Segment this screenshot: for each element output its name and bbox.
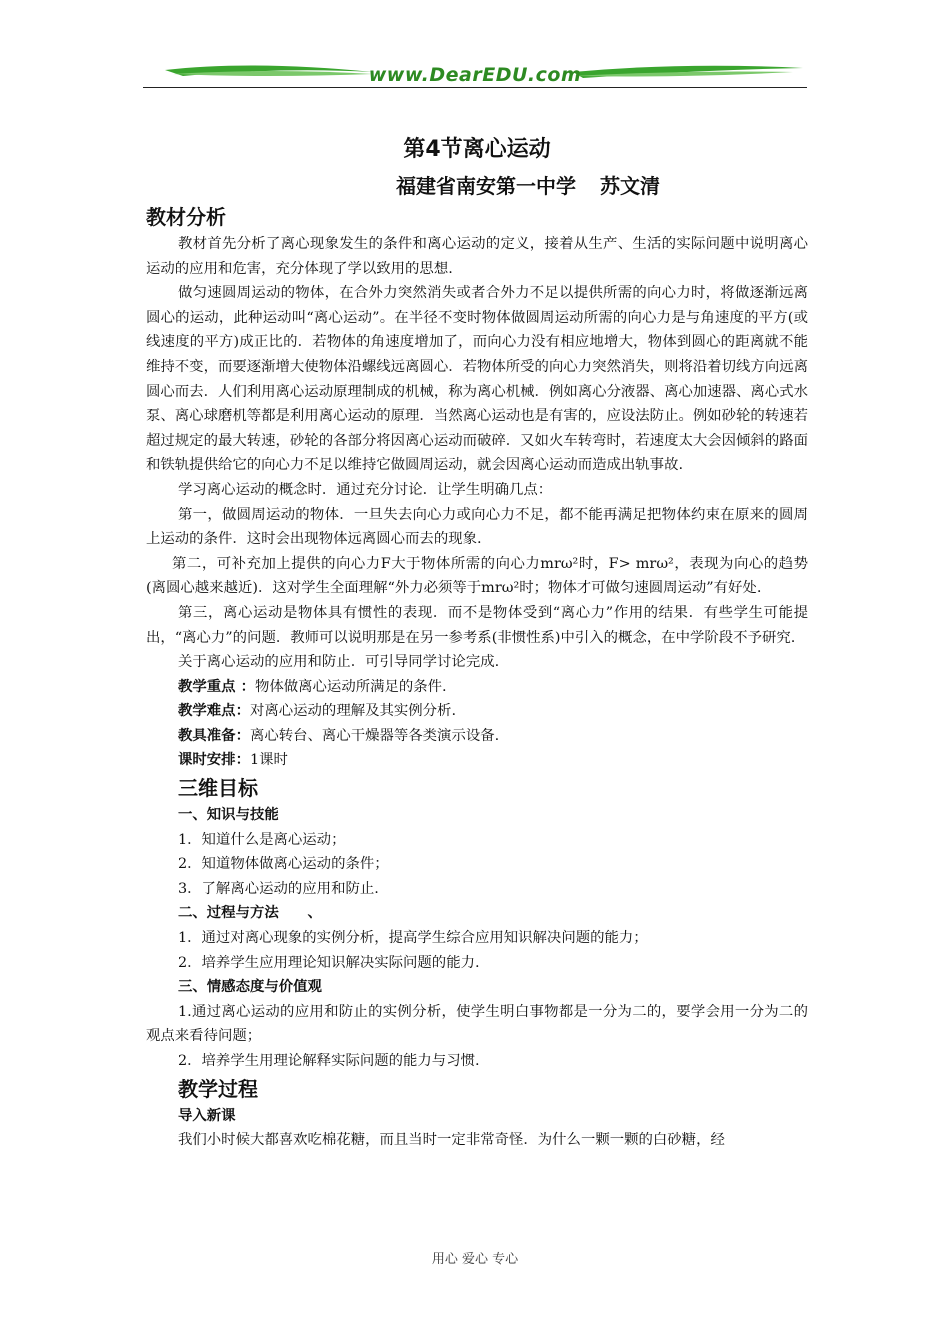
section-heading-analysis: 教材分析 bbox=[146, 205, 226, 229]
analysis-paragraph: 做匀速圆周运动的物体，在合外力突然消失或者合外力不足以提供所需的向心力时，将做逐渐远离圆心的运动，此种运动叫“离心运动”。在半径不变时物体做圆周运动所需的向心力是与角速度的平方(或线速度的平方)成正比的．若物体的角速度增加了，而向心力没有相应地增大，物体到圆心的距离就不能维持不变，而要逐渐增大使物体沿螺线远离圆心．若物体所受的向心力突然消失，则将沿着切线方向远离圆心而去．人们利用离心运动原理制成的机械，称为离心机械．例如离心分液器、离心加速器、离心式水泵、离心球磨机等都是利用离心运动的原理．当然离心运动也是有害的，应设法防止。例如砂轮的转速若超过规定的最大转速，砂轮的各部分将因离心运动而破碎．又如火车转弯时，若速度太大会因倾斜的路面和铁轨提供给它的向心力不足以维持它做圆周运动，就会因离心运动而造成出轨事故. bbox=[146, 285, 808, 474]
analysis-paragraph: 学习离心运动的概念时．通过充分讨论．让学生明确几点： bbox=[178, 481, 553, 498]
section-heading-process: 教学过程 bbox=[178, 1076, 258, 1101]
analysis-paragraph: 第一，做圆周运动的物体．一旦失去向心力或向心力不足，都不能再满足把物体约束在原来的圆周上运动的条件．这时会出现物体远离圆心而去的现象. bbox=[146, 506, 808, 548]
equipment-item bbox=[146, 724, 808, 749]
goal-item: 3．了解离心运动的应用和防止. bbox=[178, 880, 379, 897]
goal-item: 2．培养学生用理论解释实际问题的能力与习惯. bbox=[178, 1053, 480, 1069]
item-label: 教学重点 ： bbox=[178, 678, 255, 695]
analysis-paragraph: 第三，离心运动是物体具有惯性的表现．而不是物体受到“离心力”作用的结果．有些学生可能提出，“离心力”的问题．教师可以说明那是在另一参考系(非惯性系)中引入的概念，在中学阶段不予研究. bbox=[146, 604, 808, 646]
goal-item: 2．培养学生应用理论知识解决实际问题的能力. bbox=[178, 954, 480, 971]
goal-item: 1.通过离心运动的应用和防止的实例分析，使学生明白事物都是一分为二的，要学会用一分为二的观点来看待问题； bbox=[146, 1003, 808, 1045]
page-footer: 用心 爱心 专心 bbox=[431, 1252, 519, 1267]
document-body bbox=[146, 132, 808, 1153]
schedule-item bbox=[146, 748, 808, 773]
goal-item: 1．通过对离心现象的实例分析，提高学生综合应用知识解决问题的能力； bbox=[178, 930, 648, 947]
analysis-paragraph: 关于离心运动的应用和防止．可引导同学讨论完成. bbox=[178, 654, 500, 671]
analysis-paragraph: 教材首先分析了离心现象发生的条件和离心运动的定义，接着从生产、生活的实际问题中说明离心运动的应用和危害，充分体现了学以致用的思想. bbox=[146, 236, 808, 277]
difficulty-item bbox=[146, 699, 808, 724]
section-heading-goals: 三维目标 bbox=[178, 776, 258, 801]
author-school: 福建省南安第一中学 bbox=[396, 174, 576, 198]
site-logo-text: www.DearEDU.com bbox=[368, 64, 582, 86]
page-title: 第4节离心运动 bbox=[403, 137, 551, 162]
item-label: 教具准备： bbox=[178, 727, 250, 744]
item-text: 物体做离心运动所满足的条件. bbox=[254, 678, 447, 695]
item-label: 课时安排： bbox=[178, 752, 250, 769]
goal-group-title: 二、过程与方法 、 bbox=[178, 905, 322, 922]
item-text: 1课时 bbox=[249, 752, 288, 769]
process-subheading: 导入新课 bbox=[178, 1107, 236, 1124]
goal-item: 2．知道物体做离心运动的条件； bbox=[178, 856, 389, 873]
process-paragraph: 我们小时候大都喜欢吃棉花糖，而且当时一定非常奇怪．为什么一颗一颗的白砂糖，经 bbox=[178, 1132, 725, 1149]
goal-item: 1．知道什么是离心运动； bbox=[178, 831, 346, 848]
author-name: 苏文清 bbox=[600, 174, 660, 198]
item-text: 对离心运动的理解及其实例分析. bbox=[249, 703, 457, 720]
analysis-paragraph: 第二，可补充加上提供的向心力F大于物体所需的向心力mrω²时，F> mrω²，表现为向心的趋势(离圆心越来越近)．这对学生全面理解“外力必须等于mrω²时；物体才可做匀速圆周运动”有好处. bbox=[146, 555, 808, 597]
goal-group-title: 一、知识与技能 bbox=[178, 807, 279, 824]
key-point-item bbox=[146, 675, 808, 700]
item-text: 离心转台、离心干燥器等各类演示设备. bbox=[249, 727, 500, 744]
goal-group-title: 三、情感态度与价值观 bbox=[178, 979, 322, 996]
item-label: 教学难点： bbox=[178, 703, 250, 720]
header-divider bbox=[143, 87, 807, 88]
author-line bbox=[146, 170, 660, 202]
